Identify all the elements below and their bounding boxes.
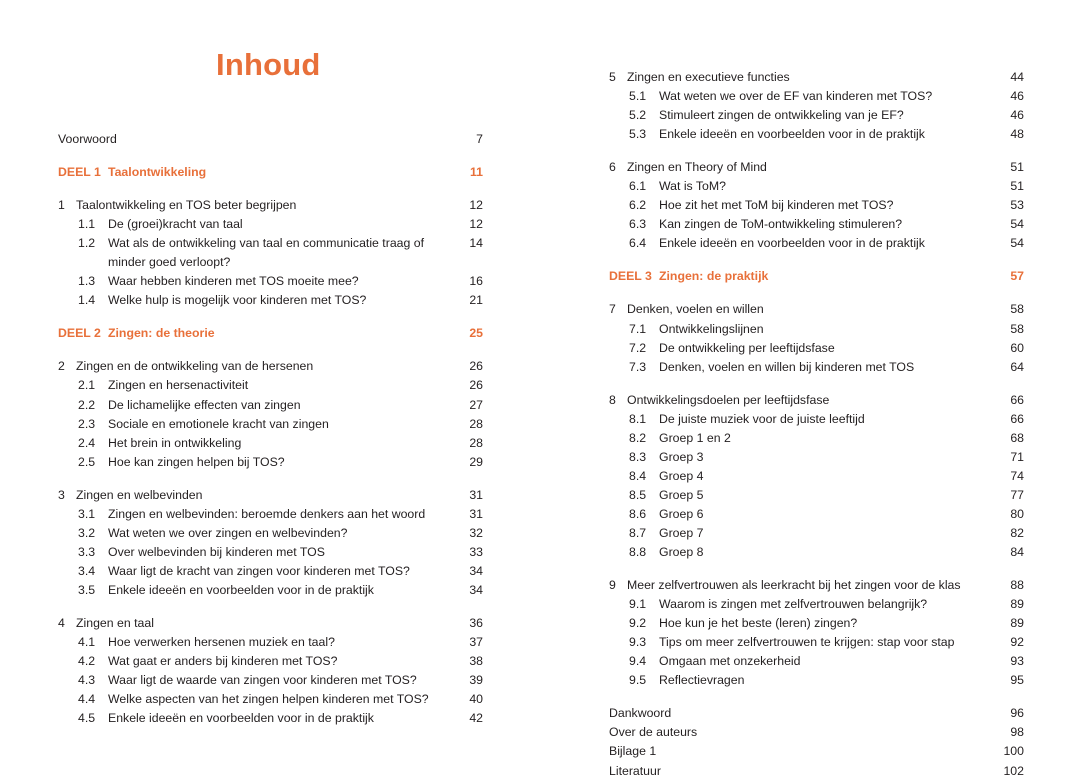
toc-entry-page: 34 <box>469 563 483 578</box>
toc-entry-number: 9 <box>609 578 616 593</box>
toc-entry-label: Omgaan met onzekerheid <box>659 654 801 669</box>
toc-spacer <box>58 600 483 614</box>
toc-entry-page: 53 <box>1010 198 1024 213</box>
toc-entry-label: Enkele ideeën en voorbeelden voor in de praktijk <box>659 236 925 251</box>
toc-entry-2[interactable] <box>58 357 483 376</box>
toc-entry-page: 80 <box>1010 506 1024 521</box>
toc-entry-page: 31 <box>469 487 483 502</box>
toc-spacer <box>609 690 1024 704</box>
toc-entry-number: 8.4 <box>629 468 647 483</box>
toc-entry-number: 4.3 <box>78 673 96 688</box>
toc-entry-label: De (groei)kracht van taal <box>108 217 243 232</box>
toc-entry-page: 7 <box>476 132 483 146</box>
toc-entry-page: 34 <box>469 582 483 597</box>
toc-entry-label: Sociale en emotionele kracht van zingen <box>108 416 329 431</box>
toc-spacer <box>609 377 1024 391</box>
toc-entry-number: 5 <box>609 70 616 84</box>
toc-entry-page: 98 <box>1010 725 1024 740</box>
toc-entry-item[interactable] <box>609 723 1024 742</box>
toc-entry-6[interactable] <box>609 158 1024 177</box>
toc-entry-4[interactable] <box>58 614 483 633</box>
toc-entry-number: DEEL 1 <box>58 165 101 180</box>
toc-entry-label: Zingen: de praktijk <box>659 269 769 284</box>
toc-entry-number: 7.2 <box>629 340 647 355</box>
left-column-spacer <box>58 0 483 130</box>
toc-entry-page: 58 <box>1010 321 1024 336</box>
toc-entry-page: 100 <box>1003 744 1024 759</box>
toc-entry-8-3[interactable] <box>609 448 1024 467</box>
toc-entry-number: 5.2 <box>629 108 647 123</box>
toc-entry-1-1[interactable] <box>58 215 483 234</box>
toc-entry-8-7[interactable] <box>609 524 1024 543</box>
toc-entry-deel-3[interactable] <box>609 267 1024 286</box>
toc-spacer <box>609 144 1024 158</box>
toc-entry-page: 46 <box>1010 89 1024 104</box>
toc-spacer <box>609 286 1024 300</box>
toc-entry-3[interactable] <box>58 486 483 505</box>
toc-entry-2-4[interactable] <box>58 434 483 453</box>
toc-entries-right <box>609 68 1024 781</box>
toc-entry-page: 39 <box>469 673 483 688</box>
toc-entry-label: Wat gaat er anders bij kinderen met TOS? <box>108 654 338 669</box>
toc-entry-label: Hoe verwerken hersenen muziek en taal? <box>108 635 335 650</box>
toc-entry-page: 68 <box>1010 430 1024 445</box>
toc-entry-number: 8.6 <box>629 506 647 521</box>
toc-entry-label: Wat is ToM? <box>659 179 726 194</box>
toc-entry-8-2[interactable] <box>609 429 1024 448</box>
toc-entry-8-8[interactable] <box>609 543 1024 562</box>
toc-entry-page: 14 <box>469 236 483 251</box>
toc-entry-5-3[interactable] <box>609 125 1024 144</box>
toc-entry-page: 46 <box>1010 108 1024 123</box>
toc-column-left <box>58 0 483 728</box>
toc-entry-page: 51 <box>1010 160 1024 175</box>
toc-entry-3-1[interactable] <box>58 505 483 524</box>
toc-entry-number: 4.4 <box>78 692 96 707</box>
toc-entry-5-2[interactable] <box>609 106 1024 125</box>
toc-entry-page: 82 <box>1010 525 1024 540</box>
toc-entry-2-1[interactable] <box>58 376 483 395</box>
toc-entry-label: Wat weten we over de EF van kinderen met TOS? <box>659 89 933 104</box>
toc-entry-label: Hoe zit het met ToM bij kinderen met TOS? <box>659 198 894 213</box>
toc-entry-9[interactable] <box>609 576 1024 595</box>
toc-entry-page: 92 <box>1010 635 1024 650</box>
toc-entry-page: 12 <box>469 217 483 232</box>
toc-entry-label: Groep 3 <box>659 449 704 464</box>
toc-entry-page: 42 <box>469 711 483 726</box>
toc-entry-number: 6.2 <box>629 198 647 213</box>
toc-entry-page: 51 <box>1010 179 1024 194</box>
toc-entry-page: 11 <box>470 165 483 180</box>
toc-entries-left <box>58 130 483 728</box>
toc-entry-number: 4.1 <box>78 635 96 650</box>
toc-entry-number: 6.3 <box>629 217 647 232</box>
toc-entry-9-2[interactable] <box>609 614 1024 633</box>
toc-entry-page: 16 <box>469 274 483 289</box>
toc-entry-label: Literatuur <box>609 763 661 778</box>
toc-entry-number: 5.1 <box>629 89 647 104</box>
toc-entry-4-2[interactable] <box>58 652 483 671</box>
toc-entry-label: De lichamelijke effecten van zingen <box>108 397 301 412</box>
toc-entry-label: Zingen en hersenactiviteit <box>108 378 249 393</box>
toc-entry-page: 32 <box>469 525 483 540</box>
toc-entry-label: De juiste muziek voor de juiste leeftijd <box>659 411 865 426</box>
toc-entry-6-3[interactable] <box>609 215 1024 234</box>
toc-entry-number: 1.1 <box>78 217 96 232</box>
toc-entry-label: Waar ligt de waarde van zingen voor kinderen met TOS? <box>108 673 417 688</box>
toc-entry-3-4[interactable] <box>58 562 483 581</box>
toc-entry-number: 1 <box>58 198 65 213</box>
toc-entry-number: 8.3 <box>629 449 647 464</box>
toc-entry-page: 57 <box>1010 269 1024 284</box>
toc-entry-label: Taalontwikkeling en TOS beter begrijpen <box>76 198 297 213</box>
toc-entry-8-1[interactable] <box>609 410 1024 429</box>
toc-entry-label-cont: minder goed verloopt? <box>108 255 231 270</box>
toc-entry-page: 33 <box>469 544 483 559</box>
toc-entry-number: 2.4 <box>78 435 96 450</box>
toc-entry-3-5[interactable] <box>58 581 483 600</box>
toc-entry-number: 1.2 <box>78 236 96 251</box>
toc-entry-number: 3.2 <box>78 525 96 540</box>
toc-entry-label: De ontwikkeling per leeftijdsfase <box>659 340 835 355</box>
toc-entry-label: Wat als de ontwikkeling van taal en communicatie traag of <box>108 236 425 251</box>
toc-entry-4-3[interactable] <box>58 671 483 690</box>
toc-entry-label: Welke aspecten van het zingen helpen kinderen met TOS? <box>108 692 429 707</box>
toc-entry-number: 9.3 <box>629 635 647 650</box>
toc-entry-number: 2.2 <box>78 397 96 412</box>
toc-entry-2-2[interactable] <box>58 396 483 415</box>
toc-entry-number: DEEL 2 <box>58 326 101 341</box>
toc-entry-7-3[interactable] <box>609 358 1024 377</box>
toc-entry-page: 66 <box>1010 411 1024 426</box>
toc-entry-page: 37 <box>469 635 483 650</box>
toc-entry-number: 1.3 <box>78 274 96 289</box>
toc-entry-number: 9.2 <box>629 616 647 631</box>
toc-entry-label: Bijlage 1 <box>609 744 657 759</box>
toc-entry-page: 38 <box>469 654 483 669</box>
toc-entry-label: Zingen en executieve functies <box>627 70 790 84</box>
toc-entry-2-3[interactable] <box>58 415 483 434</box>
toc-entry-label: Groep 6 <box>659 506 704 521</box>
toc-entry-page: 102 <box>1003 763 1024 778</box>
toc-entry-1-4[interactable] <box>58 291 483 310</box>
toc-entry-page: 88 <box>1010 578 1024 593</box>
toc-entry-label: Hoe kun je het beste (leren) zingen? <box>659 616 858 631</box>
toc-entry-page: 66 <box>1010 392 1024 407</box>
toc-entry-number: 9.1 <box>629 597 647 612</box>
toc-spacer <box>58 310 483 324</box>
toc-entry-number: 3.1 <box>78 506 96 521</box>
toc-entry-page: 21 <box>469 293 483 308</box>
toc-entry-9-1[interactable] <box>609 595 1024 614</box>
toc-entry-page: 54 <box>1010 236 1024 251</box>
toc-entry-number: 9.4 <box>629 654 647 669</box>
toc-entry-page: 74 <box>1010 468 1024 483</box>
toc-entry-number: 4.5 <box>78 711 96 726</box>
toc-entry-label: Denken, voelen en willen bij kinderen met TOS <box>659 359 915 374</box>
toc-entry-label: Enkele ideeën en voorbeelden voor in de praktijk <box>659 127 925 142</box>
toc-entry-number: 8.5 <box>629 487 647 502</box>
toc-entry-3-2[interactable] <box>58 524 483 543</box>
toc-entry-label: Wat weten we over zingen en welbevinden? <box>108 525 348 540</box>
toc-entry-5-1[interactable] <box>609 87 1024 106</box>
right-column-spacer <box>609 0 1024 68</box>
toc-entry-deel-1[interactable] <box>58 163 483 182</box>
toc-entry-number: 5.3 <box>629 127 647 142</box>
toc-entry-9-3[interactable] <box>609 633 1024 652</box>
toc-entry-number: 8.2 <box>629 430 647 445</box>
toc-entry-label: Stimuleert zingen de ontwikkeling van je EF? <box>659 108 904 123</box>
toc-entry-page: 64 <box>1010 359 1024 374</box>
toc-entry-number: 2.5 <box>78 454 96 469</box>
toc-entry-number: 3.4 <box>78 563 96 578</box>
toc-entry-page: 44 <box>1010 70 1024 84</box>
toc-column-right <box>609 0 1024 781</box>
toc-entry-number: 8.7 <box>629 525 647 540</box>
toc-entry-label: Ontwikkelingsdoelen per leeftijdsfase <box>627 392 830 407</box>
toc-entry-label: Zingen: de theorie <box>108 326 215 341</box>
toc-entry-label: Zingen en welbevinden: beroemde denkers aan het woord <box>108 506 426 521</box>
toc-entry-label: Het brein in ontwikkeling <box>108 435 242 450</box>
toc-entry-label: Dankwoord <box>609 706 672 721</box>
toc-entry-page: 28 <box>469 435 483 450</box>
toc-entry-6-4[interactable] <box>609 234 1024 253</box>
toc-entry-7-2[interactable] <box>609 339 1024 358</box>
toc-entry-page: 29 <box>469 454 483 469</box>
toc-entry-page: 93 <box>1010 654 1024 669</box>
toc-entry-page: 28 <box>469 416 483 431</box>
toc-spacer <box>58 149 483 163</box>
toc-entry-8-4[interactable] <box>609 467 1024 486</box>
toc-entry-label: Ontwikkelingslijnen <box>659 321 764 336</box>
toc-spacer <box>58 343 483 357</box>
toc-entry-number: 6.1 <box>629 179 647 194</box>
toc-entry-page: 27 <box>469 397 483 412</box>
toc-entry-label: Enkele ideeën en voorbeelden voor in de praktijk <box>108 711 374 726</box>
toc-entry-number: 1.4 <box>78 293 96 308</box>
toc-entry-1-2[interactable] <box>58 234 483 253</box>
toc-entry-label: Over de auteurs <box>609 725 698 740</box>
toc-spacer <box>58 182 483 196</box>
toc-entry-label: Denken, voelen en willen <box>627 302 764 317</box>
toc-entry-label: Zingen en taal <box>76 615 154 630</box>
toc-entry-label: Reflectievragen <box>659 673 745 688</box>
toc-entry-label: Over welbevinden bij kinderen met TOS <box>108 544 325 559</box>
toc-entry-page: 26 <box>469 359 483 374</box>
toc-entry-label: Groep 4 <box>659 468 704 483</box>
toc-entry-page: 95 <box>1010 673 1024 688</box>
toc-entry-label: Welke hulp is mogelijk voor kinderen met TOS? <box>108 293 367 308</box>
toc-entry-8-6[interactable] <box>609 505 1024 524</box>
toc-entry-label: Groep 1 en 2 <box>659 430 731 445</box>
toc-entry-number: 4.2 <box>78 654 96 669</box>
toc-entry-4-1[interactable] <box>58 633 483 652</box>
toc-entry-2-5[interactable] <box>58 453 483 472</box>
toc-entry-item[interactable] <box>609 762 1024 781</box>
toc-entry-label: Voorwoord <box>58 132 117 146</box>
toc-entry-number: 6 <box>609 160 616 175</box>
toc-entry-page: 71 <box>1010 449 1024 464</box>
toc-entry-page: 89 <box>1010 597 1024 612</box>
toc-entry-6-1[interactable] <box>609 177 1024 196</box>
toc-entry-label: Meer zelfvertrouwen als leerkracht bij het zingen voor de klas <box>627 578 961 593</box>
toc-entry-label: Hoe kan zingen helpen bij TOS? <box>108 454 285 469</box>
toc-entry-label: Groep 7 <box>659 525 704 540</box>
toc-entry-number: 8.8 <box>629 545 647 560</box>
toc-entry-label: Kan zingen de ToM-ontwikkeling stimuleren? <box>659 217 903 232</box>
toc-entry-page: 89 <box>1010 616 1024 631</box>
toc-entry-page: 12 <box>469 198 483 213</box>
toc-entry-page: 36 <box>469 615 483 630</box>
toc-entry-8-5[interactable] <box>609 486 1024 505</box>
toc-entry-page: 31 <box>469 506 483 521</box>
toc-spacer <box>58 472 483 486</box>
toc-entry-6-2[interactable] <box>609 196 1024 215</box>
toc-entry-item[interactable] <box>58 130 483 149</box>
toc-entry-number: 7.3 <box>629 359 647 374</box>
toc-entry-page: 26 <box>469 378 483 393</box>
toc-entry-label: Waar ligt de kracht van zingen voor kinderen met TOS? <box>108 563 410 578</box>
toc-entry-page: 84 <box>1010 545 1024 560</box>
page-title: Inhoud <box>216 47 321 82</box>
toc-entry-number: 3 <box>58 487 65 502</box>
toc-entry-number: 4 <box>58 615 65 630</box>
toc-spacer <box>609 253 1024 267</box>
toc-entry-label: Enkele ideeën en voorbeelden voor in de praktijk <box>108 582 374 597</box>
toc-entry-8[interactable] <box>609 391 1024 410</box>
toc-entry-page: 60 <box>1010 340 1024 355</box>
toc-entry-1-3[interactable] <box>58 272 483 291</box>
toc-entry-4-4[interactable] <box>58 690 483 709</box>
toc-entry-9-4[interactable] <box>609 652 1024 671</box>
toc-entry-number: 7.1 <box>629 321 647 336</box>
toc-entry-page: 54 <box>1010 217 1024 232</box>
toc-spacer <box>609 562 1024 576</box>
toc-entry-number: 7 <box>609 302 616 317</box>
toc-entry-label: Taalontwikkeling <box>108 165 207 180</box>
toc-entry-continuation <box>58 253 483 272</box>
toc-entry-number: 8.1 <box>629 411 647 426</box>
toc-entry-page: 58 <box>1010 302 1024 317</box>
toc-entry-7[interactable] <box>609 300 1024 319</box>
toc-entry-page: 77 <box>1010 487 1024 502</box>
toc-entry-label: Waar hebben kinderen met TOS moeite mee? <box>108 274 359 289</box>
toc-entry-number: 6.4 <box>629 236 647 251</box>
toc-entry-number: 8 <box>609 392 616 407</box>
toc-entry-item[interactable] <box>609 704 1024 723</box>
toc-entry-page: 40 <box>469 692 483 707</box>
toc-entry-page: 48 <box>1010 127 1024 142</box>
toc-entry-4-5[interactable] <box>58 709 483 728</box>
toc-entry-label: Groep 5 <box>659 487 704 502</box>
toc-entry-label: Groep 8 <box>659 545 704 560</box>
toc-entry-number: 2.1 <box>78 378 96 393</box>
toc-entry-page: 96 <box>1010 706 1024 721</box>
toc-entry-number: 2 <box>58 359 65 374</box>
toc-entry-3-3[interactable] <box>58 543 483 562</box>
toc-entry-label: Waarom is zingen met zelfvertrouwen belangrijk? <box>659 597 928 612</box>
toc-entry-label: Tips om meer zelfvertrouwen te krijgen: stap voor stap <box>659 635 955 650</box>
toc-entry-number: 9.5 <box>629 673 647 688</box>
toc-entry-item[interactable] <box>609 742 1024 761</box>
toc-entry-label: Zingen en welbevinden <box>76 487 203 502</box>
toc-entry-number: 3.3 <box>78 544 96 559</box>
toc-entry-deel-2[interactable] <box>58 324 483 343</box>
toc-entry-page: 25 <box>469 326 483 341</box>
toc-entry-7-1[interactable] <box>609 320 1024 339</box>
toc-entry-5[interactable] <box>609 68 1024 87</box>
toc-entry-number: DEEL 3 <box>609 269 652 284</box>
toc-entry-number: 3.5 <box>78 582 96 597</box>
toc-entry-1[interactable] <box>58 196 483 215</box>
toc-entry-label: Zingen en Theory of Mind <box>627 160 767 175</box>
toc-entry-label: Zingen en de ontwikkeling van de hersenen <box>76 359 314 374</box>
toc-entry-9-5[interactable] <box>609 671 1024 690</box>
toc-entry-number: 2.3 <box>78 416 96 431</box>
